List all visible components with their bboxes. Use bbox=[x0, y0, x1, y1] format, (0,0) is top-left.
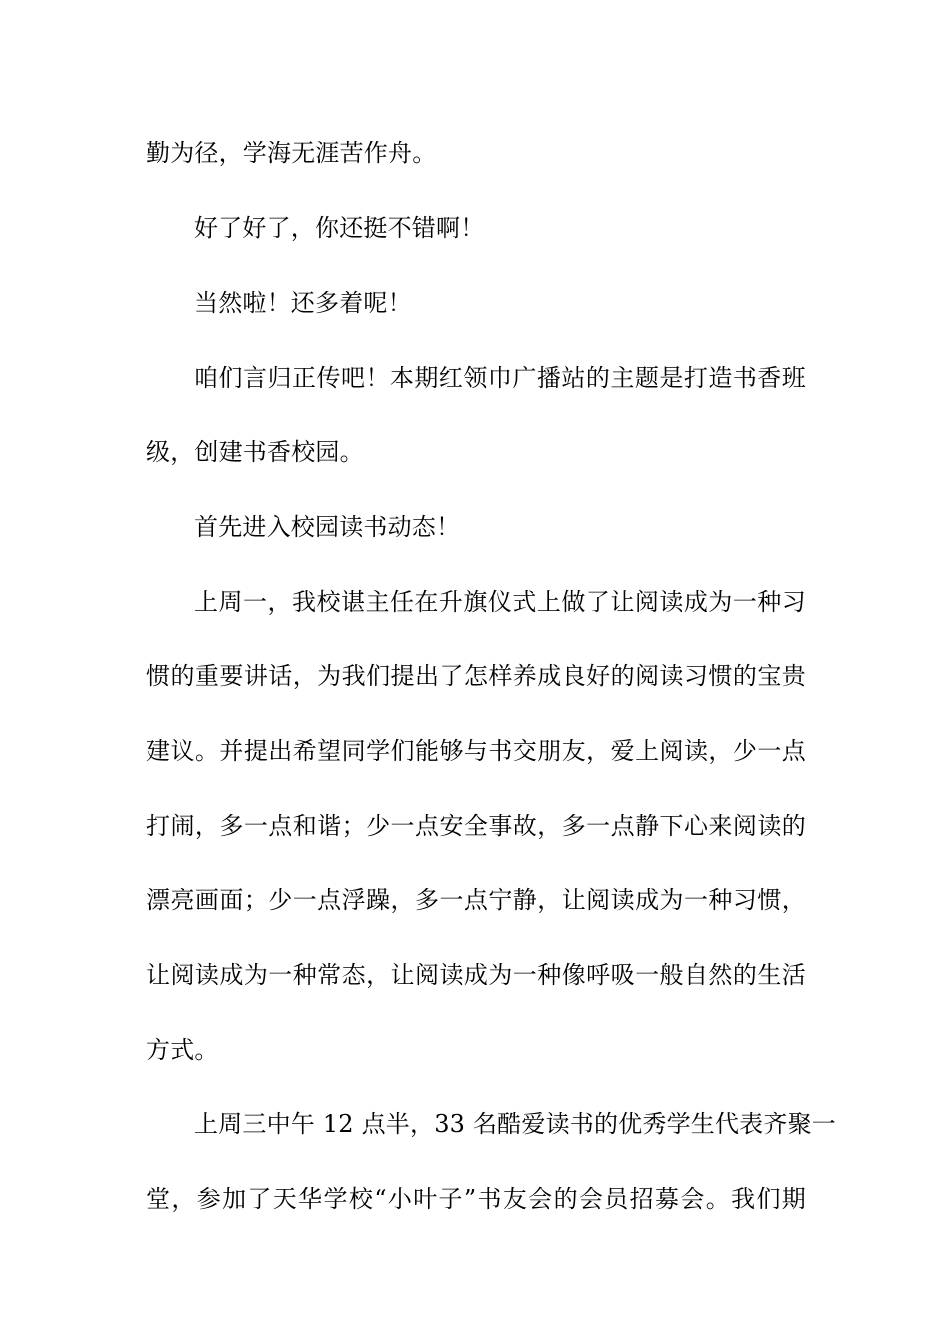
text-line: 上周一，我校谌主任在升旗仪式上做了让阅读成为一种习 bbox=[194, 588, 806, 616]
text-line: 漂亮画面；少一点浮躁，多一点宁静，让阅读成为一种习惯， bbox=[146, 886, 806, 914]
text-line: 让阅读成为一种常态，让阅读成为一种像呼吸一般自然的生活 bbox=[146, 961, 806, 989]
text-line: 首先进入校园读书动态！ bbox=[194, 513, 461, 541]
text-line: 惯的重要讲话，为我们提出了怎样养成良好的阅读习惯的宝贵 bbox=[146, 662, 806, 690]
text-line: 咱们言归正传吧！本期红领巾广播站的主题是打造书香班 bbox=[194, 364, 806, 392]
text-line: 堂，参加了天华学校“小叶子”书友会的会员招募会。我们期 bbox=[146, 1185, 806, 1213]
text-line: 建议。并提出希望同学们能够与书交朋友，爱上阅读，少一点 bbox=[146, 737, 806, 765]
text-line: 级，创建书香校园。 bbox=[146, 438, 364, 466]
text-line: 勤为径，学海无涯苦作舟。 bbox=[146, 139, 437, 167]
text-line: 上周三中午 12 点半，33 名酷爱读书的优秀学生代表齐聚一 bbox=[194, 1110, 836, 1138]
text-line: 当然啦！还多着呢！ bbox=[194, 289, 412, 317]
text-line: 好了好了，你还挺不错啊！ bbox=[194, 214, 485, 242]
text-line: 方式。 bbox=[146, 1036, 219, 1064]
text-line: 打闹，多一点和谐；少一点安全事故，多一点静下心来阅读的 bbox=[146, 812, 806, 840]
